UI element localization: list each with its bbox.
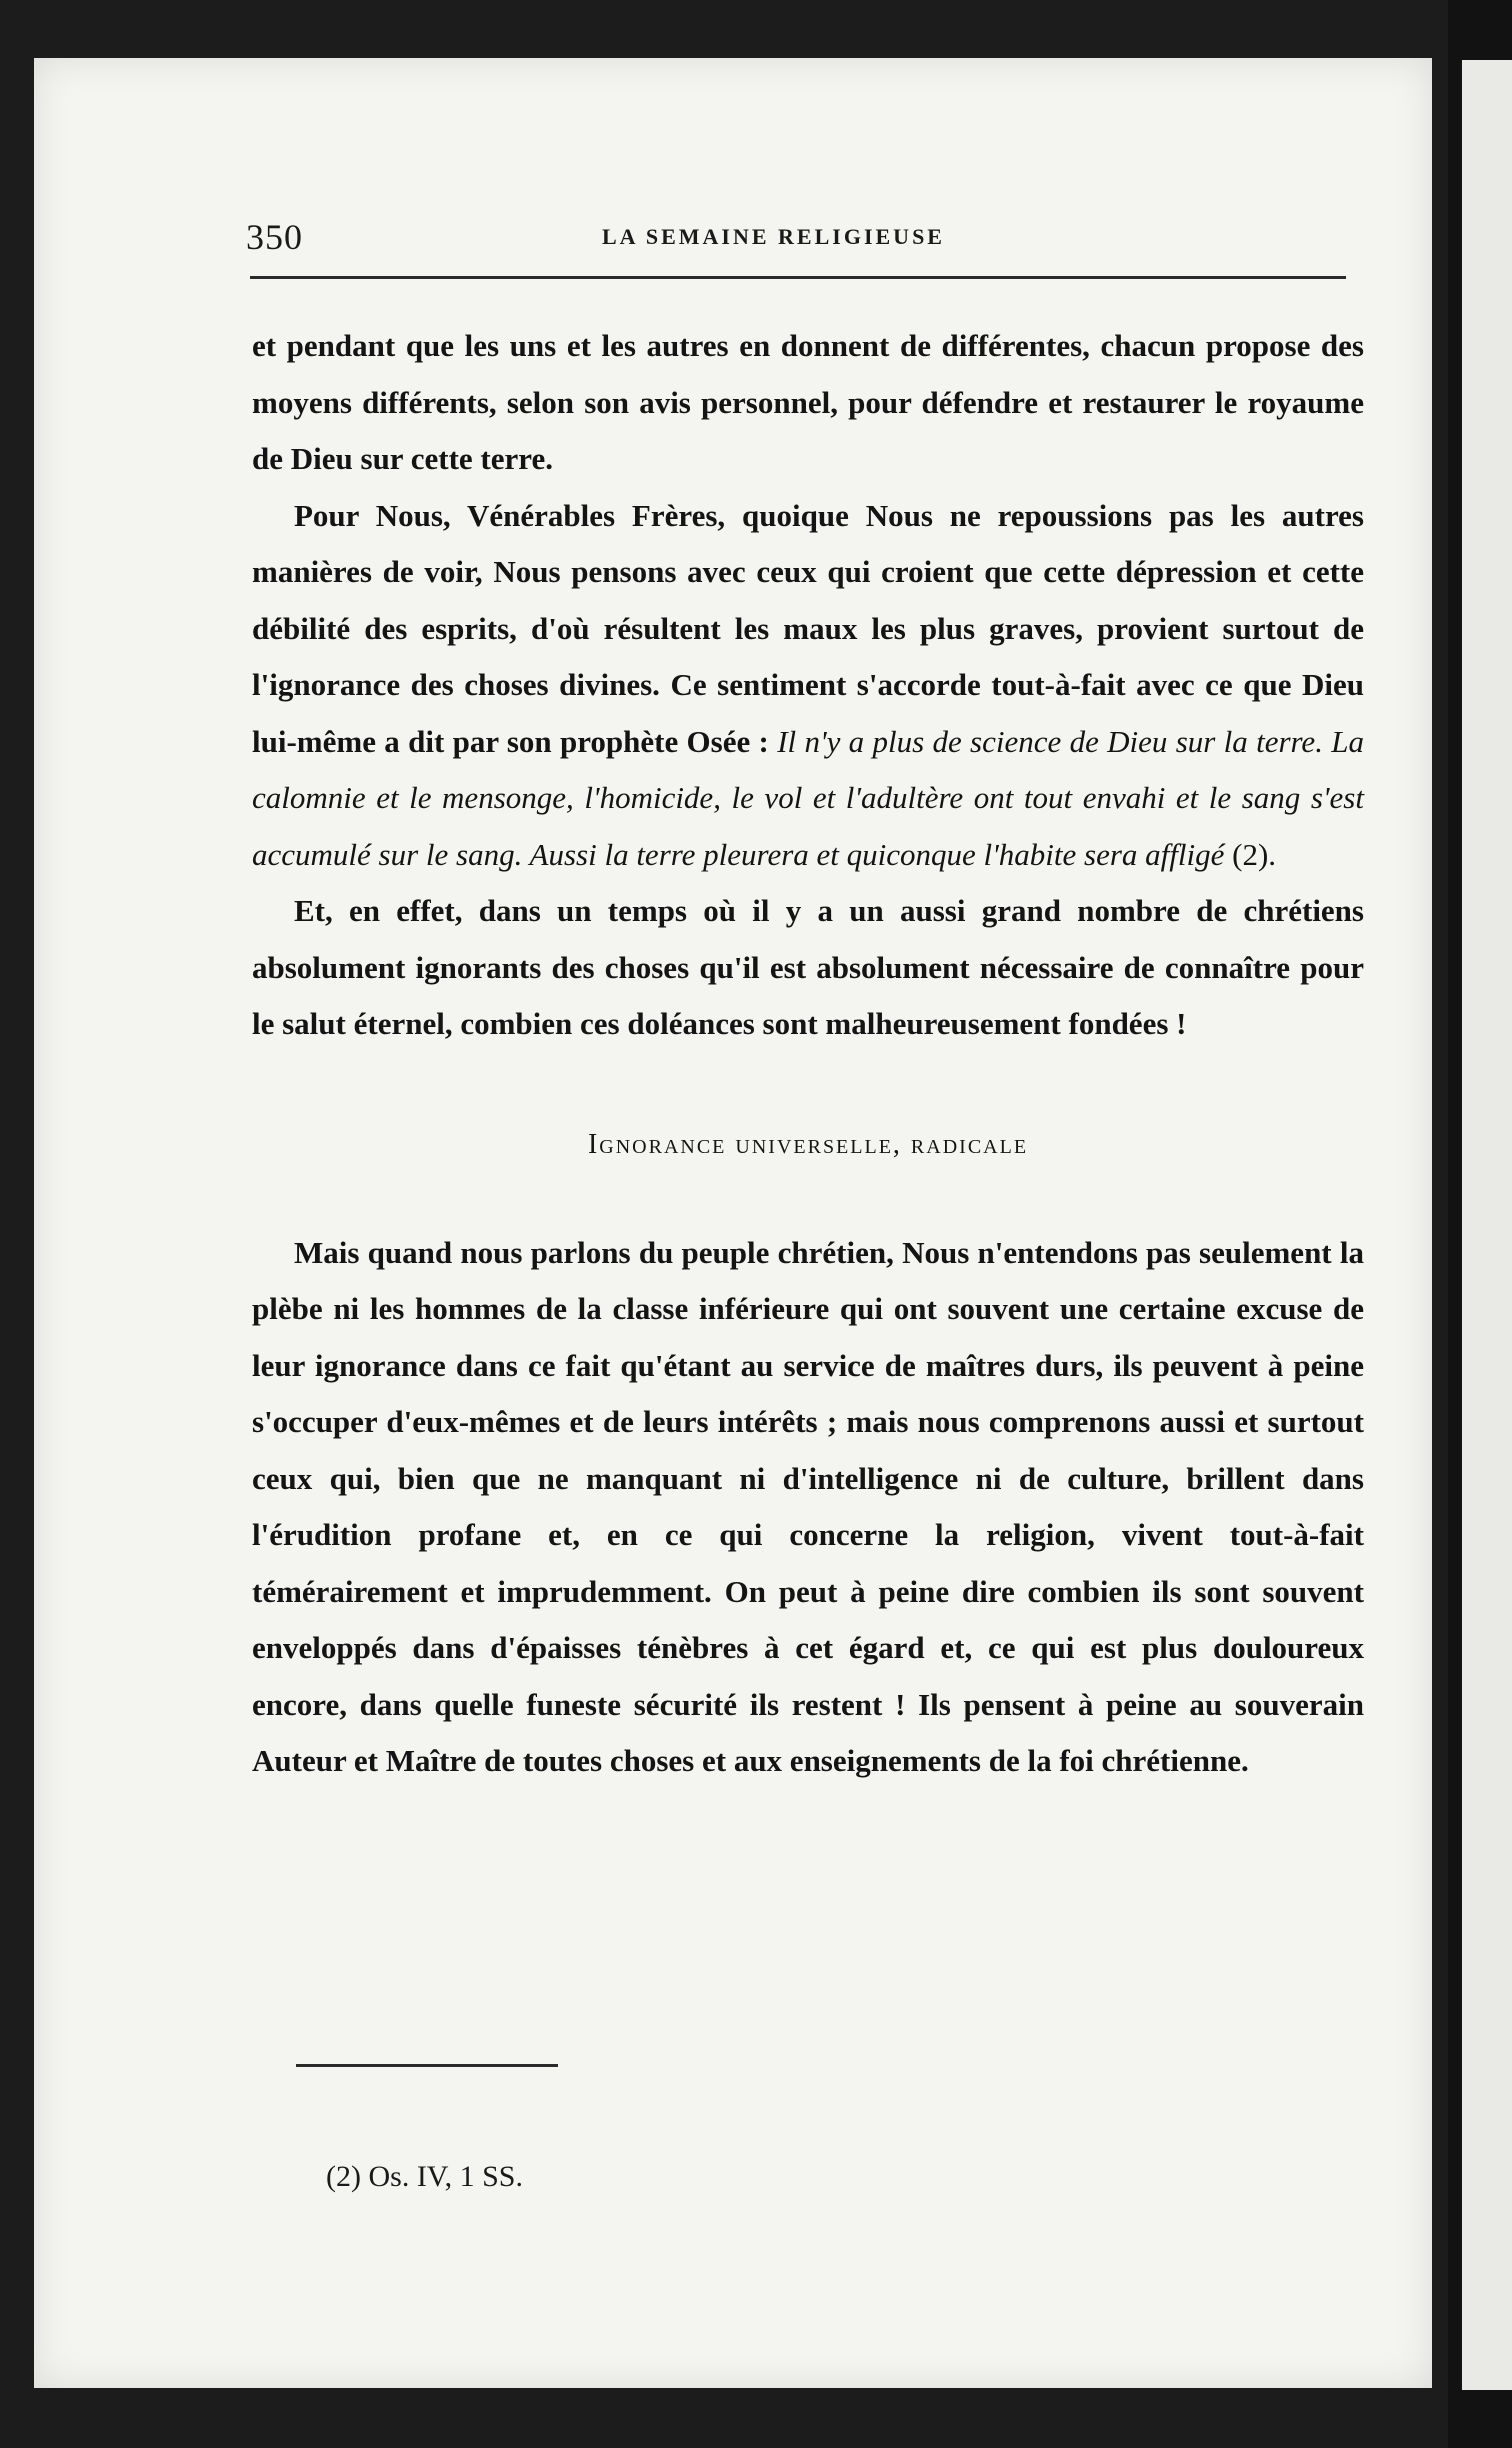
adjacent-page-edge bbox=[1462, 60, 1512, 2390]
section-heading: Ignorance universelle, radicale bbox=[587, 1128, 1029, 1160]
running-title: LA SEMAINE RELIGIEUSE bbox=[602, 224, 945, 249]
body-text bbox=[252, 318, 1364, 1790]
header-rule bbox=[250, 276, 1346, 279]
paragraph-2-quote: Il n'y a plus de science de Dieu sur la terre. La calomnie et le mensonge, l'homicide, le vol et l'adultère ont tout envahi et le sang s'est accumulé sur le sang. Aussi la terre pleurera et quiconque l'habite sera affligé bbox=[252, 723, 1365, 872]
page-number: 350 bbox=[246, 217, 303, 257]
paragraph-2-text: Pour Nous, Vénérables Frères, quoique Nous ne repoussions pas les autres manières de voir, Nous pensons avec ceux qui croient que cette dépression et cette débilité des esprits, d'où résultent les maux les plus graves, provient surtout de l'ignorance des choses divines. Ce sentiment s'accorde tout-à-fait avec ce que Dieu lui-même a dit par son prophète Osée : bbox=[252, 497, 1364, 759]
page-header bbox=[212, 212, 1342, 272]
footnote-reference: (2). bbox=[1232, 836, 1277, 872]
footnote: (2) Os. IV, 1 SS. bbox=[326, 2160, 523, 2193]
paragraph-3: Et, en effet, dans un temps où il y a un aussi grand nombre de chrétiens absolument ignorants des choses qu'il est absolument nécessaire de connaître pour le salut éternel, combien ces doléances sont malheureusement fondées ! bbox=[252, 893, 1364, 1041]
paragraph-1: et pendant que les uns et les autres en donnent de différentes, chacun propose des moyens différents, selon son avis personnel, pour défendre et restaurer le royaume de Dieu sur cette terre. bbox=[252, 328, 1364, 476]
footnote-rule bbox=[296, 2064, 558, 2067]
paragraph-4: Mais quand nous parlons du peuple chrétien, Nous n'entendons pas seulement la plèbe ni les hommes de la classe inférieure qui ont souvent une certaine excuse de leur ignorance dans ce fait qu'étant au service de maîtres durs, ils peuvent à peine s'occuper d'eux-mêmes et de leurs intérêts ; mais nous comprenons aussi et surtout ceux qui, bien que ne manquant ni d'intelligence ni de culture, brillent dans l'érudition profane et, en ce qui concerne la religion, vivent tout-à-fait témérairement et imprudemment. On peut à peine dire combien ils sont souvent enveloppés dans d'épaisses ténèbres à cet égard et, ce qui est plus douloureux encore, dans quelle funeste sécurité ils restent ! Ils pensent à peine au souverain Auteur et Maître de toutes choses et aux enseignements de la foi chrétienne. bbox=[252, 1234, 1364, 1778]
paragraph-2 bbox=[252, 488, 1364, 884]
